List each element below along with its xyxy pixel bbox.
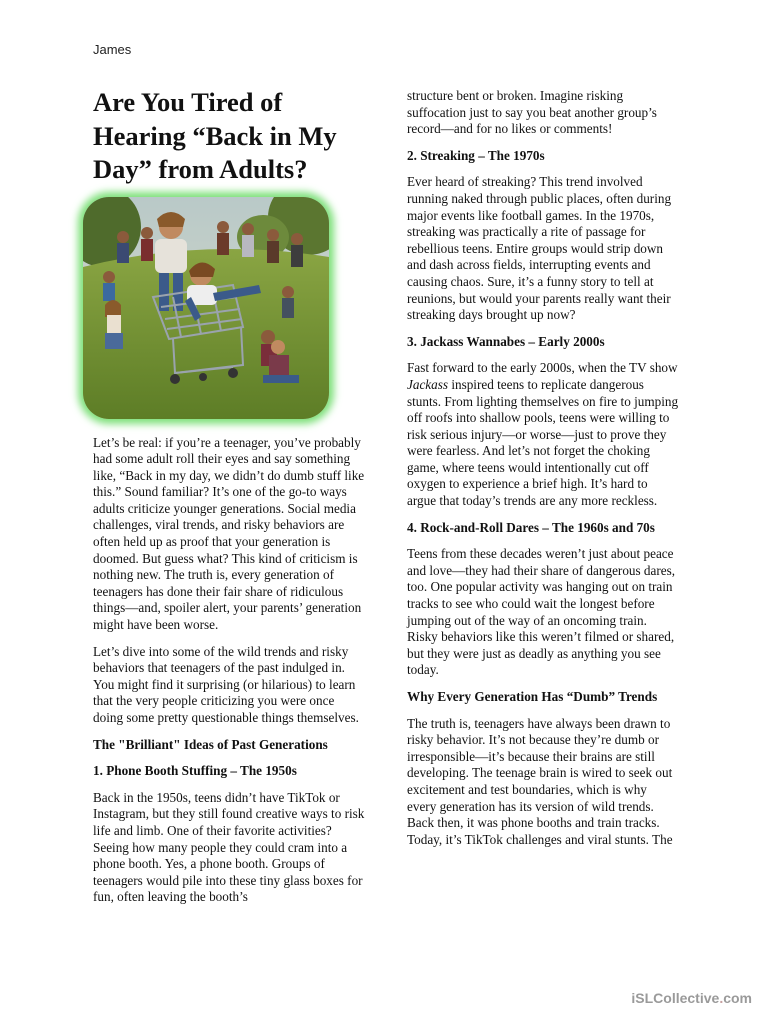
- paragraph-phone-booth-part1: Back in the 1950s, teens didn’t have TikTok or Instagram, but they still found creative ways to risk life and limb. One of their favorite activities? Seeing how many people they could cram into a phone booth. Yes, a phone booth. Groups of teenagers would pile into these tiny glass boxes for fun, often leaving the booth’s: [93, 789, 365, 905]
- author-name: James: [93, 42, 132, 57]
- paragraph-phone-booth-part2: structure bent or broken. Imagine risking suffocation just to say you beat another group’s record—and for no likes or comments!: [407, 88, 657, 137]
- right-column: [407, 88, 679, 858]
- heading-streaking: 2. Streaking – The 1970s: [407, 147, 545, 163]
- paragraph-rock-and-roll: Teens from these decades weren’t just about peace and love—they had their share of dangerous dares, too. One popular activity was hanging out on train tracks to see who could wait the longest before jumping out of the way of an oncoming train. Risky behaviors like this weren’t filmed or shared, but they were just as deadly as anything you see today.: [407, 546, 676, 678]
- show-title: Jackass: [407, 376, 449, 392]
- watermark-tld: com: [723, 990, 752, 1006]
- heading-phone-booth: 1. Phone Booth Stuffing – The 1950s: [93, 763, 297, 779]
- watermark-dot: .: [719, 990, 724, 1006]
- article-photo: [83, 197, 329, 419]
- paragraph-streaking: Ever heard of streaking? This trend involved running naked through public places, often during major events like football games. In the 1970s, streaking was practically a rite of passage for rebellious teens. Entire groups would strip down and dash across fields, interrupting events and causing chaos. Sure, it’s a funny story to tell at reunions, but would your parents really want their streaking days brought up now?: [407, 174, 672, 323]
- section-heading: The "Brilliant" Ideas of Past Generations: [93, 736, 328, 752]
- paragraph-jackass: [407, 360, 679, 509]
- intro-paragraph-2: Let’s dive into some of the wild trends and risky behaviors that teenagers of the past indulged in. You might find it surprising (or hilarious) to learn that the very people criticizing you were once doing some pretty questionable things themselves.: [93, 643, 359, 725]
- heading-jackass: 3. Jackass Wannabes – Early 2000s: [407, 333, 605, 349]
- site-watermark: [631, 990, 752, 1006]
- watermark-brand: iSLCollective: [631, 990, 720, 1006]
- paragraph-jackass-text-1: Fast forward to the early 2000s, when the TV show: [407, 360, 678, 376]
- intro-paragraph-1: Let’s be real: if you’re a teenager, you’ve probably had some adult roll their eyes and say something like, “Back in my day, we didn’t do dumb stuff like this.” Sound familiar? It’s one of the go-to ways adults criticize younger generations. Social media challenges, viral trends, and risky behaviors are often held up as proof that your generation is doomed. But guess what? This kind of criticism is nothing new. The truth is, every generation of teenagers has done their fair share of ridiculous things—and, spoiler alert, your parents’ generation might have been worse.: [93, 434, 365, 633]
- heading-why-every-generation: Why Every Generation Has “Dumb” Trends: [407, 689, 658, 704]
- heading-rock-and-roll: 4. Rock-and-Roll Dares – The 1960s and 70s: [407, 519, 655, 535]
- paragraph-why-every-generation: The truth is, teenagers have always been drawn to risky behavior. It’s not because they’re dumb or irresponsible—it’s because their brains are still developing. The teenage brain is wired to seek out excitement and test boundaries, which is why every generation has its version of wild trends. Back then, it was phone booths and train tracks. Today, it’s TikTok challenges and viral stunts. The: [407, 715, 673, 847]
- paragraph-jackass-text-2: inspired teens to replicate dangerous stunts. From lighting themselves on fire to jumping off roofs into shallow pools, teens were willing to risk serious injury—or worse—just to prove they were fearless. And let’s not forget the choking game, where teens would intentionally cut off oxygen to experience a brief high. It’s hard to argue that today’s trends are any more reckless.: [407, 376, 679, 509]
- left-column: [93, 86, 365, 916]
- article-title: Are You Tired of Hearing “Back in My Day” from Adults?: [93, 87, 337, 184]
